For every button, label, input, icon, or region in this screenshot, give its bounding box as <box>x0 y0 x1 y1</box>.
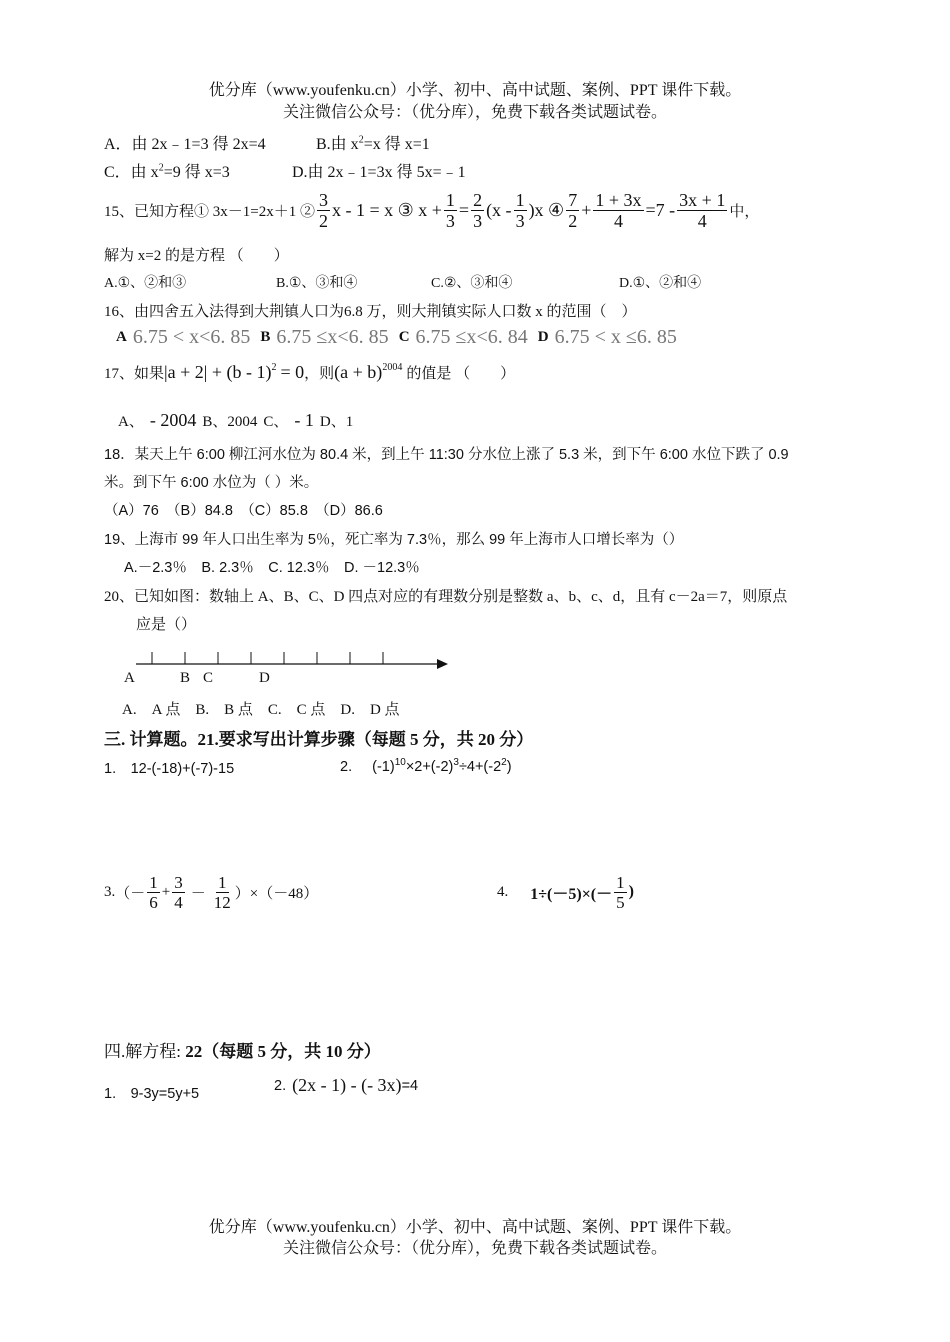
q15-option-a: A.①、②和③ <box>104 276 187 291</box>
calc-problem-3: 3. （－ $\frac{1}{6}$ + $\frac{3}{4}$ － $\frac{1}{12}$ ）×（－48） <box>104 872 319 912</box>
q15-frac-6: $\frac{1 + 3x}{4}$ <box>595 189 642 231</box>
q15-frac-4: $\frac{1}{3}$ <box>515 189 525 231</box>
q15-frac-2: $\frac{1}{3}$ <box>445 189 455 231</box>
q15-frac-5: $\frac{7}{2}$ <box>568 189 578 231</box>
q15-frac-3: $\frac{2}{3}$ <box>473 189 483 231</box>
section-3-title: 三. 计算题。21.要求写出计算步骤（每题 5 分，共 20 分） <box>104 730 534 749</box>
point-label-a: A <box>124 670 135 686</box>
q16-question: 16、由四舍五入法得到大荆镇人口为6.8 万，则大荆镇实际人口数 x 的范围（ ） <box>104 304 637 320</box>
header-line-1: 优分库（www.youfenku.cn）小学、初中、高中试题、案例、PPT 课件下载。 <box>208 82 742 99</box>
equation-1: 1. 9-3y=5y+5 <box>104 1086 200 1102</box>
p4-frac: $\frac{1}{5}$ <box>616 872 625 912</box>
q20-options: A. A 点 B. B 点 C. C 点 D. D 点 <box>122 702 400 718</box>
q16-options: A 6.75 < x<6. 85 B 6.75 ≤x<6. 85 C 6.75 ≤x<6. 84 D 6.75 < x ≤6. 85 <box>116 326 677 348</box>
q17-options: A、 - 2004 B、2004 C、 - 1 D、1 <box>118 410 354 430</box>
p3-frac-1: $\frac{1}{6}$ <box>149 872 158 912</box>
q18-line-1: 18．某天上午 6:00 柳江河水位为 80.4 米，到上午 11:30 分水位上涨了 5.3 米，到下午 6:00 水位下跌了 0.9 <box>104 447 789 463</box>
q15-option-b: B.①、③和④ <box>276 276 358 291</box>
point-label-c: C <box>203 670 214 686</box>
point-label-d: D <box>259 670 270 686</box>
q15-equations: 15、已知方程① 3x－1=2x＋1 ② $\frac{3}{2}$ x - 1 = x ③ x + $\frac{1}{3}$ = $\frac{2}{3}$ (x - $\frac{1}{3}$ )x ④ $\frac{7}{2}$ + $\frac{1 + 3x}{4}$ =7 - $\frac{3x + 1}{4}$ 中， <box>104 189 760 231</box>
point-label-b: B <box>180 670 191 686</box>
q15-option-c: C.②、③和④ <box>431 276 513 291</box>
q17-question: 17、如果 |a + 2| + (b - 1) $^2$ = 0 ，则 (a + b) $^{2004}$ 的值是 （ ） <box>104 362 516 382</box>
q15-option-d: D.①、②和④ <box>619 276 702 291</box>
q18-options: （A）76 （B）84.8 （C）85.8 （D）86.6 <box>104 503 383 519</box>
footer-line-2: 关注微信公众号：（优分库），免费下载各类试题试卷。 <box>282 1240 667 1257</box>
p3-frac-2: $\frac{3}{4}$ <box>174 872 183 912</box>
q15-line-2: 解为 x=2 的是方程 （ ） <box>104 248 289 264</box>
calc-problem-2: 2. $(-1)^{10}\times 2+(-2)^3\div 4+(-2^2)$ <box>340 757 512 775</box>
q20-line-1: 20、已知如图：数轴上 A、B、C、D 四点对应的有理数分别是整数 a、b、c、d，且有 c－2a＝7，则原点 <box>104 589 788 605</box>
q20-line-2: 应是（） <box>136 617 197 633</box>
calc-problem-4: 4. 1÷(－5)×(－ $\frac{1}{5}$ ) <box>497 872 634 912</box>
q14-option-b: B.由 $x^2=x$ 得 x=1 <box>316 134 430 153</box>
section-4-title: 四.解方程: 22（每题 5 分，共 10 分） <box>104 1042 381 1061</box>
q15-frac-7: $\frac{3x + 1}{4}$ <box>679 189 726 231</box>
q14-option-d: D.由 2x﹣1=3x 得 5x=﹣1 <box>292 164 466 181</box>
footer-line-1: 优分库（www.youfenku.cn）小学、初中、高中试题、案例、PPT 课件下载。 <box>208 1219 742 1236</box>
number-line-arrow <box>437 659 448 669</box>
p3-frac-3: $\frac{1}{12}$ <box>213 872 231 912</box>
q14-option-c: C．由 $x^2=9$ 得 x=3 <box>104 162 230 181</box>
q19-options: A.－2.3％ B. 2.3％ C. 12.3％ D. －12.3％ <box>124 560 420 576</box>
q14-option-a: A．由 2x﹣1=3 得 2x=4 <box>104 136 266 153</box>
header-line-2: 关注微信公众号：（优分库），免费下载各类试题试卷。 <box>282 104 667 121</box>
q19-question: 19、上海市 99 年人口出生率为 5％，死亡率为 7.3％，那么 99 年上海市人口增长率为（） <box>104 532 684 548</box>
calc-problem-1: 1. 12-(-18)+(-7)-15 <box>104 761 235 777</box>
equation-2: 2. (2x - 1) - (- 3x) =4 <box>274 1075 419 1095</box>
q15-frac-1: $\frac{3}{2}$ <box>318 189 328 231</box>
q18-line-2: 米。到下午 6:00 水位为（ ）米。 <box>104 475 319 491</box>
